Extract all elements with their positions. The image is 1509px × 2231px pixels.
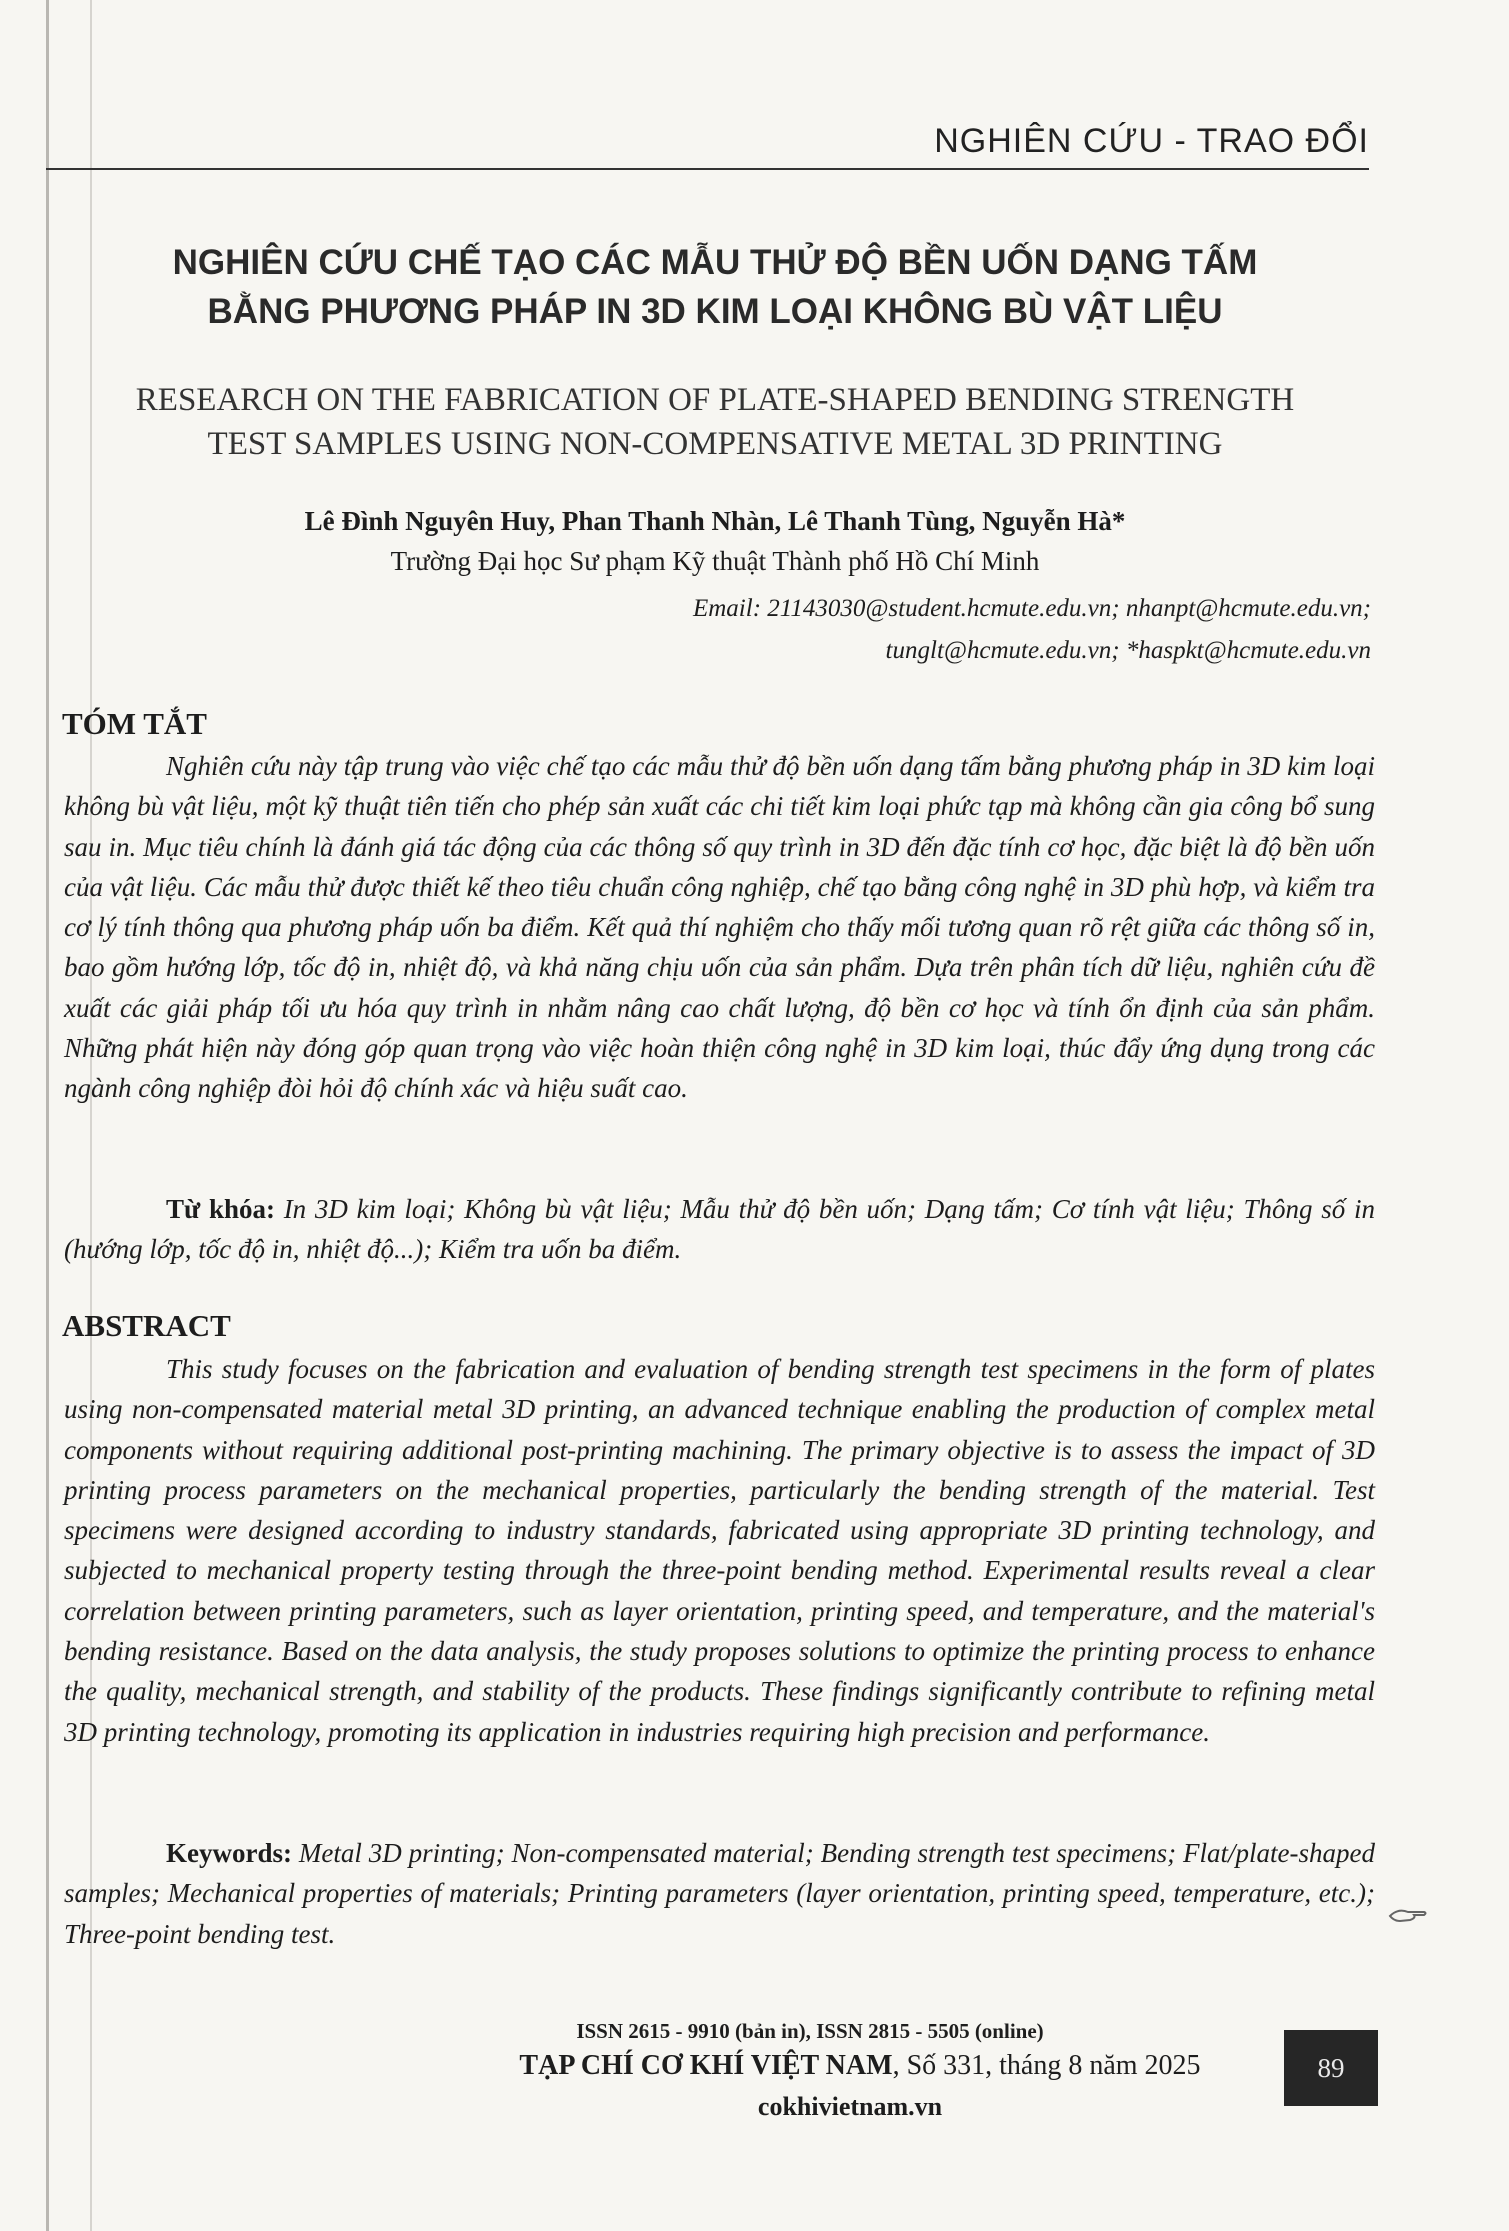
scan-edge bbox=[46, 0, 49, 2231]
journal-issue: , Số 331, tháng 8 năm 2025 bbox=[892, 2050, 1201, 2081]
email-line-2: tunglt@hcmute.edu.vn; *haspkt@hcmute.edu.vn bbox=[885, 637, 1371, 664]
abstract-keywords bbox=[64, 1833, 1375, 1954]
authors: Lê Đình Nguyên Huy, Phan Thanh Nhàn, Lê Thanh Tùng, Nguyễn Hà* bbox=[304, 506, 1126, 536]
title-vi-line-1: NGHIÊN CỨU CHẾ TẠO CÁC MẪU THỬ ĐỘ BỀN UỐN DẠNG TẤM bbox=[172, 243, 1258, 282]
title-en-line-1: RESEARCH ON THE FABRICATION OF PLATE-SHAPED BENDING STRENGTH bbox=[135, 382, 1295, 418]
title-english bbox=[60, 378, 1370, 466]
title-vietnamese bbox=[60, 238, 1370, 336]
tom-tat-body: Nghiên cứu này tập trung vào việc chế tạo các mẫu thử độ bền uốn dạng tấm bằng phương pháp in 3D kim loại không bù vật liệu, một kỹ thuật tiên tiến cho phép sản xuất các chi tiết kim loại phức tạp mà không cần gia công bổ sung sau in. Mục tiêu chính là đánh giá tác động của các thông số quy trình in 3D đến đặc tính cơ học, đặc biệt là độ bền uốn của vật liệu. Các mẫu thử được thiết kế theo tiêu chuẩn công nghiệp, chế tạo bằng công nghệ in 3D phù hợp, và kiểm tra cơ lý tính thông qua phương pháp uốn ba điểm. Kết quả thí nghiệm cho thấy mối tương quan rõ rệt giữa các thông số in, bao gồm hướng lớp, tốc độ in, nhiệt độ, và khả năng chịu uốn của sản phẩm. Dựa trên phân tích dữ liệu, nghiên cứu đề xuất các giải pháp tối ưu hóa quy trình in nhằm nâng cao chất lượng, độ bền cơ học và tính ổn định của sản phẩm. Những phát hiện này đóng góp quan trọng vào việc hoàn thiện công nghệ in 3D kim loại, thúc đẩy ứng dụng trong các ngành công nghiệp đòi hỏi độ chính xác và hiệu suất cao. bbox=[64, 751, 1375, 1104]
tom-tat-keywords-text: In 3D kim loại; Không bù vật liệu; Mẫu thử độ bền uốn; Dạng tấm; Cơ tính vật liệu; Thông số in (hướng lớp, tốc độ in, nhiệt độ...); Kiểm tra uốn ba điểm. bbox=[64, 1194, 1375, 1265]
tom-tat-keywords-label: Từ khóa: bbox=[166, 1194, 275, 1224]
abstract-keywords-text: Metal 3D printing; Non-compensated material; Bending strength test specimens; Flat/plate-shaped samples; Mechanical properties of materials; Printing parameters (layer orientation, printing speed, temperature, etc.); Three-point bending test. bbox=[64, 1838, 1375, 1949]
author-emails bbox=[693, 588, 1371, 672]
tom-tat-keywords bbox=[64, 1189, 1375, 1270]
affiliation: Trường Đại học Sư phạm Kỹ thuật Thành phố Hồ Chí Minh bbox=[390, 546, 1040, 576]
tom-tat-heading: TÓM TẮT bbox=[62, 706, 207, 741]
email-line-1: Email: 21143030@student.hcmute.edu.vn; nhanpt@hcmute.edu.vn; bbox=[692, 595, 1371, 622]
header-rule bbox=[46, 168, 1369, 170]
journal-line bbox=[440, 2050, 1280, 2082]
title-en-line-2: TEST SAMPLES USING NON-COMPENSATIVE METAL 3D PRINTING bbox=[207, 426, 1223, 462]
abstract-keywords-label: Keywords: bbox=[166, 1838, 292, 1868]
page-number: 89 bbox=[1284, 2030, 1378, 2106]
journal-website: cokhivietnam.vn bbox=[757, 2092, 943, 2121]
abstract-body: This study focuses on the fabrication and evaluation of bending strength test specimens in the form of plates using non-compensated material metal 3D printing, an advanced technique enabling the production of complex metal components without requiring additional post-printing machining. The primary objective is to assess the impact of 3D printing process parameters on the mechanical properties, particularly the bending strength of the material. Test specimens were designed according to industry standards, fabricated using appropriate 3D printing technology, and subjected to mechanical property testing through the three-point bending method. Experimental results reveal a clear correlation between printing parameters, such as layer orientation, printing speed, and temperature, and the material's bending resistance. Based on the data analysis, the study proposes solutions to optimize the printing process to enhance the quality, mechanical strength, and stability of the products. These findings significantly contribute to refining metal 3D printing technology, promoting its application in industries requiring high precision and performance. bbox=[64, 1354, 1375, 1747]
title-vi-line-2: BẰNG PHƯƠNG PHÁP IN 3D KIM LOẠI KHÔNG BÙ VẬT LIỆU bbox=[207, 292, 1223, 331]
section-header: NGHIÊN CỨU - TRAO ĐỔI bbox=[934, 122, 1369, 160]
journal-name: TẠP CHÍ CƠ KHÍ VIỆT NAM bbox=[519, 2050, 893, 2081]
abstract-heading: ABSTRACT bbox=[62, 1308, 231, 1343]
pointing-hand-icon bbox=[1388, 1904, 1428, 1926]
issn: ISSN 2615 - 9910 (bản in), ISSN 2815 - 5505 (online) bbox=[576, 2019, 1044, 2043]
